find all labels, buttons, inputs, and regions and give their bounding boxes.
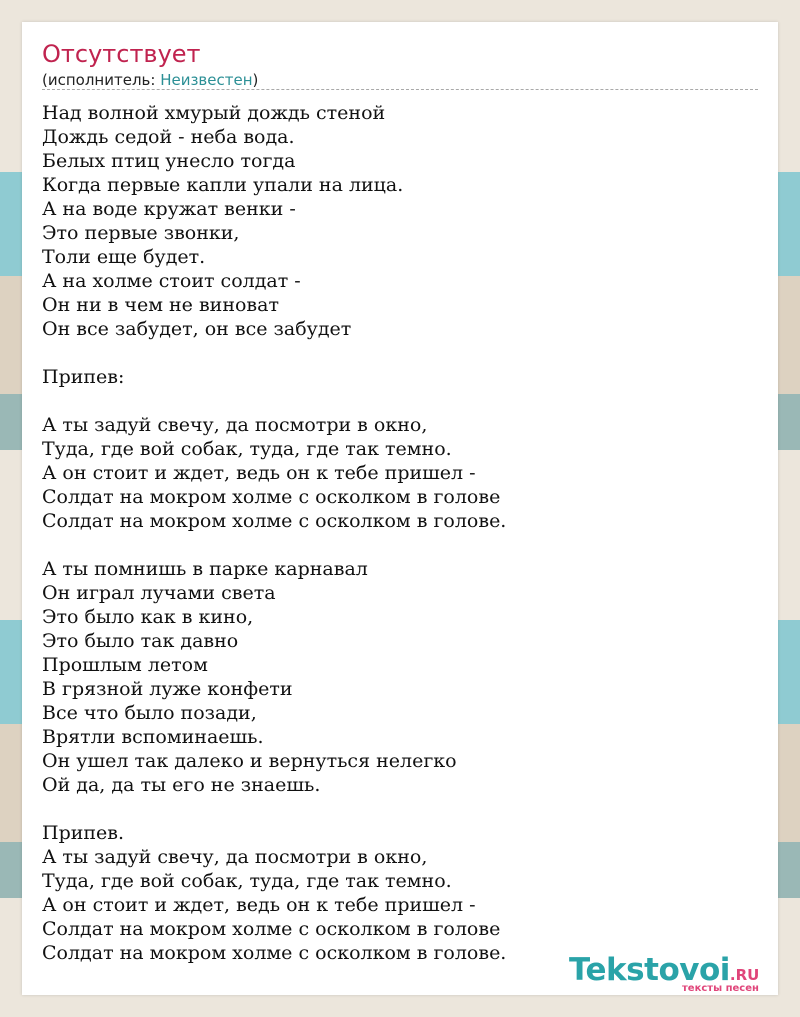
lyric-line: А на воде кружат венки - <box>42 198 296 220</box>
artist-link[interactable]: Неизвестен <box>160 71 253 89</box>
lyric-line: А он стоит и ждет, ведь он к тебе пришел - <box>42 894 476 916</box>
lyric-line: Прошлым летом <box>42 654 208 676</box>
lyric-line <box>42 389 758 413</box>
artist-line <box>42 71 258 89</box>
lyric-line: Белых птиц унесло тогда <box>42 150 296 172</box>
lyric-line: Это первые звонки, <box>42 222 240 244</box>
lyric-line: Когда первые капли упали на лица. <box>42 174 404 196</box>
title-divider <box>42 89 758 90</box>
lyric-line: Туда, где вой собак, туда, где так темно. <box>42 870 452 892</box>
lyric-line: А ты задуй свечу, да посмотри в окно, <box>42 846 428 868</box>
lyric-line: Это было как в кино, <box>42 606 254 628</box>
logo-tld: .RU <box>729 966 760 984</box>
lyrics-text <box>42 101 758 965</box>
lyric-line: Он ни в чем не виноват <box>42 294 279 316</box>
lyric-line: Над волной хмурый дождь стеной <box>42 102 386 124</box>
lyric-line: Солдат на мокром холме с осколком в голове. <box>42 510 507 532</box>
lyric-line: А ты задуй свечу, да посмотри в окно, <box>42 414 428 436</box>
lyric-line: Он играл лучами света <box>42 582 276 604</box>
lyric-line <box>42 533 758 557</box>
lyric-line: Толи еще будет. <box>42 246 206 268</box>
site-logo[interactable] <box>569 952 779 997</box>
artist-prefix: (исполнитель: <box>42 71 161 89</box>
song-title: Отсутствует <box>42 40 201 68</box>
lyric-line: Дождь седой - неба вода. <box>42 126 295 148</box>
lyric-line: Солдат на мокром холме с осколком в голове. <box>42 942 507 964</box>
lyrics-card <box>22 22 778 995</box>
logo-tagline: тексты песен <box>682 983 759 994</box>
lyric-line: В грязной луже конфети <box>42 678 293 700</box>
lyric-line: Солдат на мокром холме с осколком в голове <box>42 486 501 508</box>
lyric-line <box>42 341 758 365</box>
lyric-line: Врятли вспоминаешь. <box>42 726 264 748</box>
lyric-line: Ой да, да ты его не знаешь. <box>42 774 321 796</box>
lyric-line: Он ушел так далеко и вернуться нелегко <box>42 750 457 772</box>
lyric-line <box>42 797 758 821</box>
lyric-line: Он все забудет, он все забудет <box>42 318 352 340</box>
lyric-line: Туда, где вой собак, туда, где так темно. <box>42 438 452 460</box>
lyric-line: А ты помнишь в парке карнавал <box>42 558 368 580</box>
lyric-line: Это было так давно <box>42 630 239 652</box>
lyric-line: А на холме стоит солдат - <box>42 270 301 292</box>
logo-name: Tekstovoi <box>569 952 730 988</box>
lyric-line: А он стоит и ждет, ведь он к тебе пришел - <box>42 462 476 484</box>
lyric-line: Все что было позади, <box>42 702 257 724</box>
artist-suffix: ) <box>252 71 259 89</box>
lyric-line: Солдат на мокром холме с осколком в голове <box>42 918 501 940</box>
lyric-line: Припев. <box>42 822 125 844</box>
lyric-line: Припев: <box>42 366 125 388</box>
